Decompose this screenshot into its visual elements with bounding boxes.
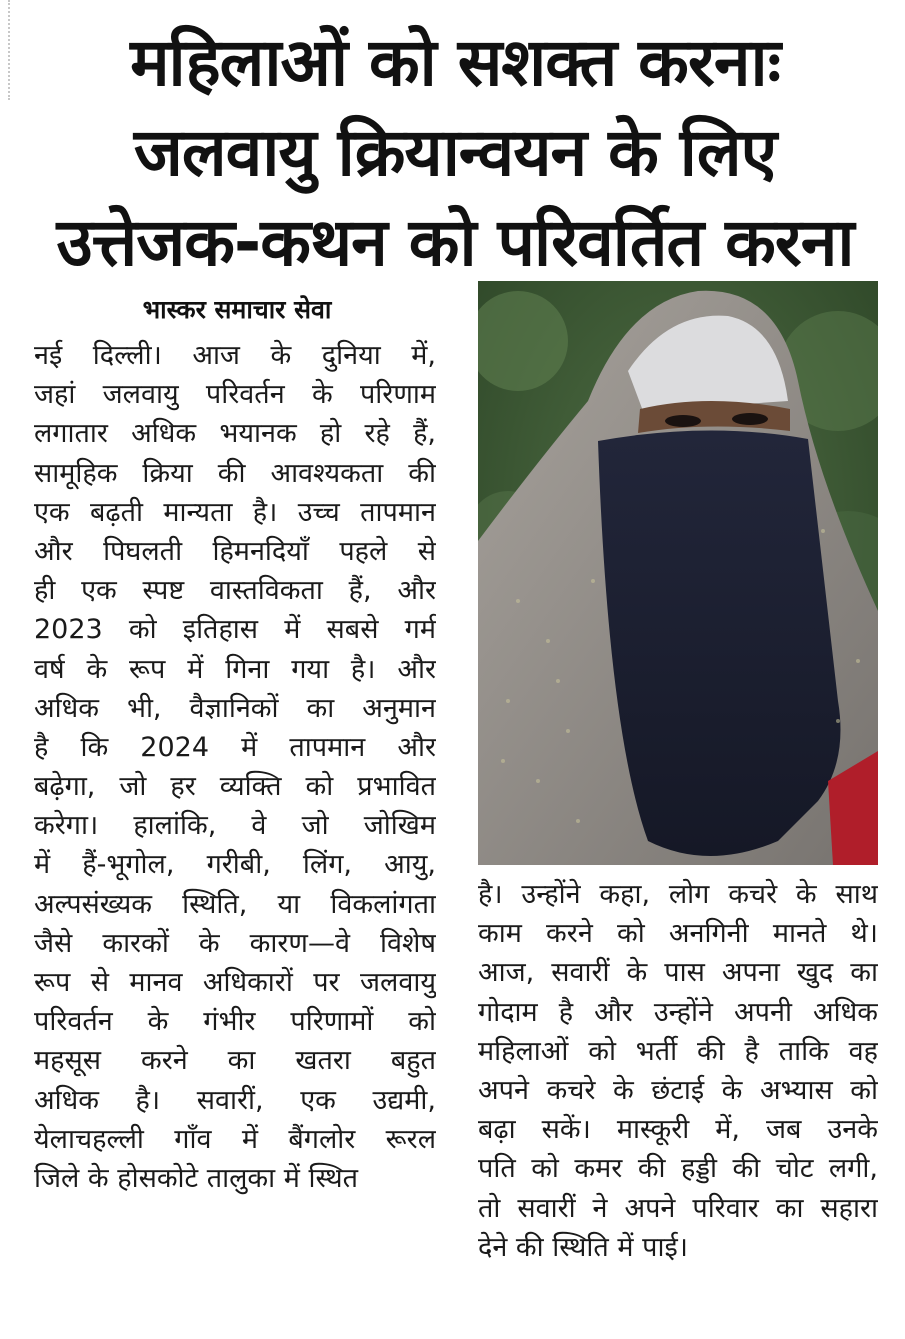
right-column-line: आज, सवारीं के पास अपना खुद का: [478, 957, 878, 989]
left-column-line: वर्ष के रूप में गिना गया है। और: [34, 653, 436, 685]
page-edge-perforation: [8, 0, 14, 100]
left-column-line: और पिघलती हिमनदियाँ पहले से: [34, 535, 436, 567]
headline-line-3: उत्तेजक-कथन को परिवर्तित करना: [56, 204, 854, 281]
article-photo: [478, 281, 878, 865]
left-column-line: 2023 को इतिहास में सबसे गर्म: [34, 614, 436, 646]
right-column-line: बढ़ा सकें। मास्कूरी में, जब उनके: [478, 1114, 878, 1146]
left-column-line: अल्पसंख्यक स्थिति, या विकलांगता: [34, 888, 436, 920]
headline-line-1: महिलाओं को सशक्त करनाः: [130, 24, 780, 101]
right-column-line: गोदाम है और उन्होंने अपनी अधिक: [478, 996, 878, 1028]
left-column-line: अधिक भी, वैज्ञानिकों का अनुमान: [34, 692, 436, 724]
right-column-line: अपने कचरे के छंटाई के अभ्यास को: [478, 1074, 878, 1106]
left-column-line: करेगा। हालांकि, वे जो जोखिम: [34, 810, 436, 842]
left-column-line: नई दिल्ली। आज के दुनिया में,: [34, 340, 436, 371]
left-column-line: येलाचहल्ली गाँव में बैंगलोर रूरल: [34, 1123, 436, 1155]
left-column-line: है कि 2024 में तापमान और: [34, 731, 436, 763]
left-column-line: महसूस करने का खतरा बहुत: [34, 1045, 436, 1077]
left-column-line: लगातार अधिक भयानक हो रहे हैं,: [34, 418, 436, 450]
right-column-line: तो सवारीं ने अपने परिवार का सहारा: [478, 1192, 878, 1224]
right-column-line: महिलाओं को भर्ती की है ताकि वह: [478, 1035, 878, 1067]
left-column-line: में हैं-भूगोल, गरीबी, लिंग, आयु,: [34, 849, 436, 881]
left-column-line: जैसे कारकों के कारण—वे विशेष: [34, 927, 436, 959]
right-column-line: काम करने को अनगिनी मानते थे।: [478, 918, 878, 950]
left-column-line: परिवर्तन के गंभीर परिणामों को: [34, 1006, 436, 1038]
headline-line-2: जलवायु क्रियान्वयन के लिए: [133, 114, 777, 191]
left-column-line: ही एक स्पष्ट वास्तविकता हैं, और: [34, 575, 436, 607]
right-column-line: पति को कमर की हड्डी की चोट लगी,: [478, 1153, 878, 1185]
left-column-line: एक बढ़ती मान्यता है। उच्च तापमान: [34, 496, 436, 528]
left-column-line: सामूहिक क्रिया की आवश्यकता की: [34, 457, 436, 489]
left-column-line: अधिक है। सवारीं, एक उद्यमी,: [34, 1084, 436, 1116]
article-column-right: [478, 875, 878, 1267]
veiled-woman-photo: [478, 281, 878, 865]
headline: [30, 18, 880, 288]
byline: भास्कर समाचार सेवा: [142, 295, 332, 324]
left-column-line: जहां जलवायु परिवर्तन के परिणाम: [34, 379, 436, 411]
left-column-line: रूप से मानव अधिकारों पर जलवायु: [34, 967, 436, 998]
left-column-line: जिले के होसकोटे तालुका में स्थित: [34, 1162, 359, 1194]
article-column-left: [34, 336, 436, 1198]
right-column-line: है। उन्होंने कहा, लोग कचरे के साथ: [478, 879, 878, 910]
right-column-line: देने की स्थिति में पाई।: [478, 1231, 688, 1263]
left-column-line: बढ़ेगा, जो हर व्यक्ति को प्रभावित: [34, 771, 436, 803]
